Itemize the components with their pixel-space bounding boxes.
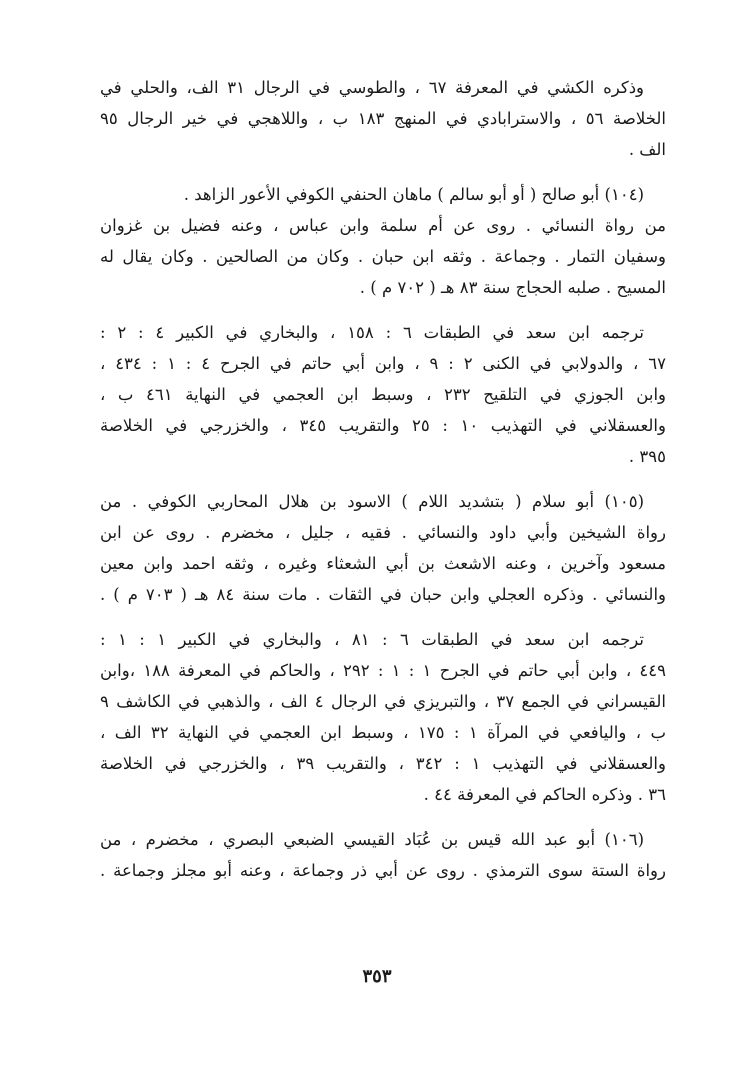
text-line: ٤٤٩ ، وابن أبي حاتم في الجرح ١ : ١ : ٢٩٢ ، والحاكم في المعرفة ١٨٨ ،وابن bbox=[100, 661, 666, 680]
text-line: المسيح . صلبه الحجاج سنة ٨٣ هـ ( ٧٠٢ م ) . bbox=[359, 278, 666, 297]
text-line: الخلاصة ٥٦ ، والاسترابادي في المنهج ١٨٣ ب ، واللاهجي في خير الرجال ٩٥ bbox=[100, 109, 666, 128]
text-line: الف . bbox=[628, 140, 666, 159]
paragraph-entry-104 bbox=[100, 179, 666, 303]
text-line: من رواة النسائي . روى عن أم سلمة وابن عباس ، وعنه فضيل بن غزوان bbox=[100, 216, 666, 235]
paragraph-references-104 bbox=[100, 317, 666, 472]
text-line: وابن الجوزي في التلقيح ٢٣٢ ، وسبط ابن العجمي في النهاية ٤٦١ ب ، bbox=[100, 385, 666, 404]
text-line: (١٠٥) أبو سلام ( بتشديد اللام ) الاسود بن هلال المحاربي الكوفي . من bbox=[100, 492, 644, 511]
text-line: (١٠٦) أبو عبد الله قيس بن عُبَاد القيسي الضبعي البصري ، مخضرم ، من bbox=[100, 830, 644, 849]
text-line: (١٠٤) أبو صالح ( أو أبو سالم ) ماهان الحنفي الكوفي الأعور الزاهد . bbox=[183, 185, 644, 204]
text-line: ٦٧ ، والدولابي في الكنى ٢ : ٩ ، وابن أبي حاتم في الجرح ٤ : ١ : ٤٣٤ ، bbox=[100, 354, 666, 373]
text-line: والعسقلاني في التهذيب ١٠ : ٢٥ والتقريب ٣٤٥ ، والخزرجي في الخلاصة bbox=[100, 416, 666, 435]
text-line: ٣٩٥ . bbox=[628, 447, 666, 466]
paragraph-entry-106 bbox=[100, 824, 666, 886]
text-line: رواة الشيخين وأبي داود والنسائي . فقيه ، جليل ، مخضرم . روى عن ابن bbox=[100, 523, 666, 542]
paragraph-references-105 bbox=[100, 624, 666, 810]
text-line: ب ، واليافعي في المرآة ١ : ١٧٥ ، وسبط ابن العجمي في النهاية ٣٢ الف ، bbox=[100, 723, 666, 742]
text-line: والنسائي . وذكره العجلي وابن حبان في الثقات . مات سنة ٨٤ هـ ( ٧٠٣ م ) . bbox=[100, 585, 666, 604]
paragraph-entry-105 bbox=[100, 486, 666, 610]
text-line: ترجمه ابن سعد في الطبقات ٦ : ١٥٨ ، والبخاري في الكبير ٤ : ٢ : bbox=[100, 323, 644, 342]
text-line: ترجمه ابن سعد في الطبقات ٦ : ٨١ ، والبخاري في الكبير ١ : ١ : bbox=[100, 630, 644, 649]
text-line: والعسقلاني في التهذيب ١ : ٣٤٢ ، والتقريب ٣٩ ، والخزرجي في الخلاصة bbox=[100, 754, 666, 773]
text-line: ٣٦ . وذكره الحاكم في المعرفة ٤٤ . bbox=[423, 785, 666, 804]
body-text bbox=[100, 72, 666, 886]
text-line: مسعود وآخرين ، وعنه الاشعث بن أبي الشعثاء وغيره ، وثقه احمد وابن معين bbox=[100, 554, 666, 573]
text-line: وذكره الكشي في المعرفة ٦٧ ، والطوسي في الرجال ٣١ الف، والحلي في bbox=[100, 78, 645, 97]
text-line: وسفيان التمار . وجماعة . وثقه ابن حبان . وكان من الصالحين . وكان يقال له bbox=[100, 247, 666, 266]
paragraph-kashshi bbox=[100, 72, 666, 165]
page-number: ٣٥٣ bbox=[362, 966, 392, 987]
text-line: رواة الستة سوى الترمذي . روى عن أبي ذر وجماعة ، وعنه أبو مجلز وجماعة . bbox=[100, 861, 666, 880]
text-line: القيسراني في الجمع ٣٧ ، والتبريزي في الرجال ٤ الف ، والذهبي في الكاشف ٩ bbox=[100, 692, 666, 711]
